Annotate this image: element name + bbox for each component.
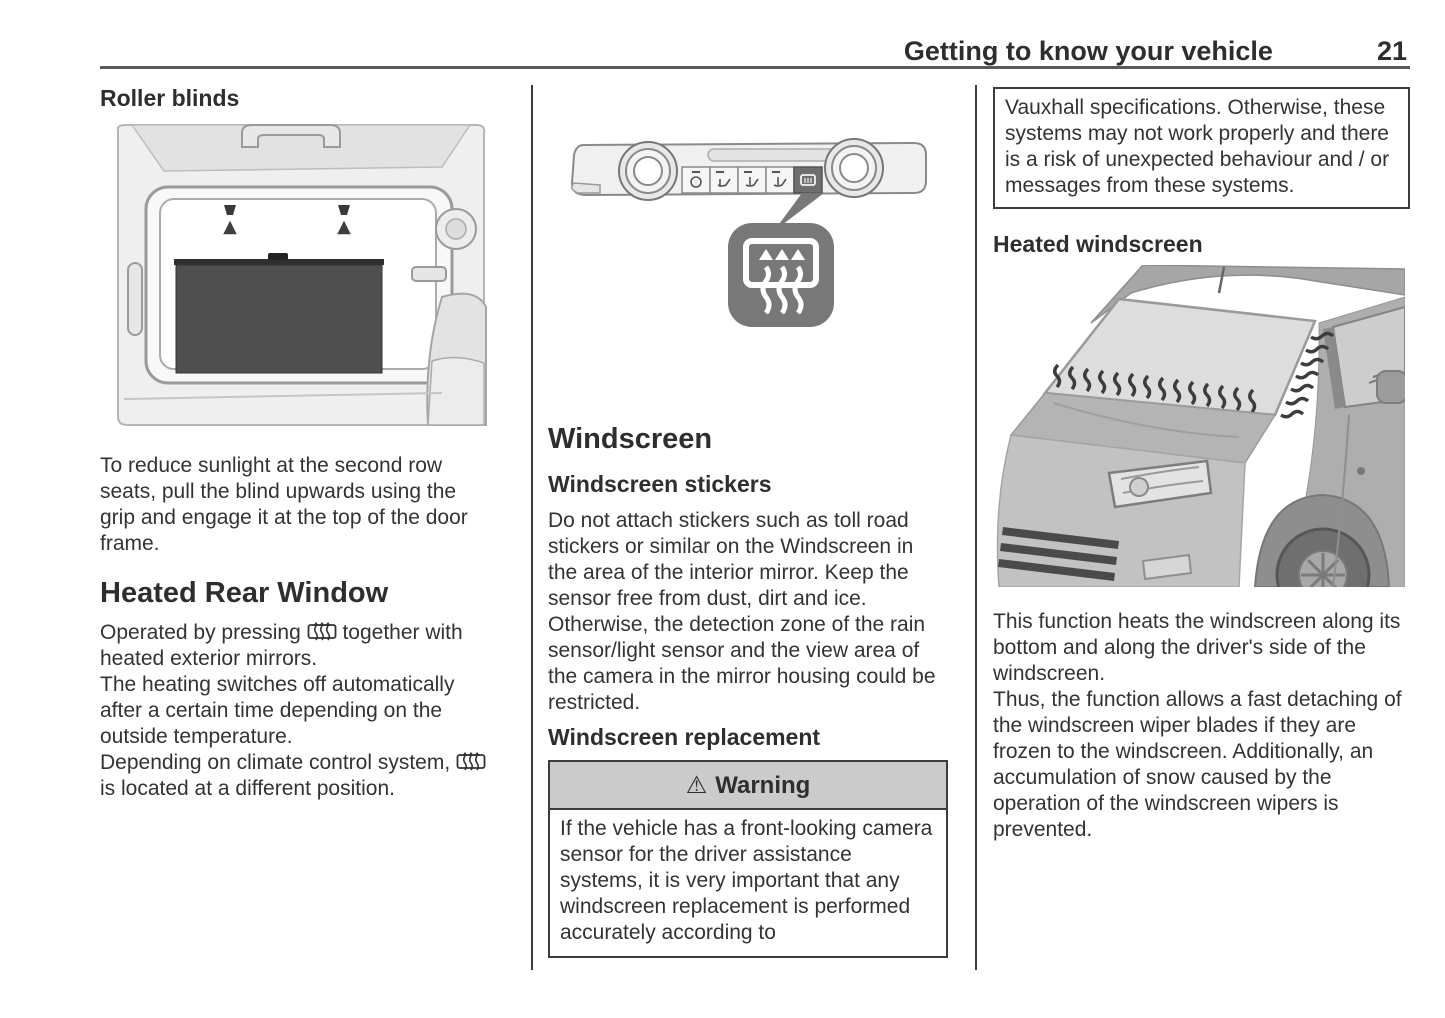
column-heated-windscreen bbox=[977, 85, 1410, 970]
header-title: Getting to know your vehicle bbox=[903, 36, 1273, 66]
warning-title: ⚠ Warning bbox=[550, 762, 946, 810]
windscreen-stickers-heading: Windscreen stickers bbox=[548, 471, 772, 498]
warning-icon: ⚠ bbox=[685, 771, 708, 800]
windscreen-replacement-heading: Windscreen replacement bbox=[548, 723, 821, 750]
heated-windscreen-van-illustration bbox=[993, 265, 1405, 587]
roller-blinds-text: To reduce sunlight at the second row seats, pull the blind upwards using the grip and engage it at the top of the door frame. bbox=[100, 454, 468, 556]
continuation-box bbox=[993, 87, 1410, 209]
climate-console-illustration bbox=[570, 131, 930, 333]
windscreen-heading: Windscreen bbox=[548, 423, 713, 455]
warning-text: If the vehicle has a front-looking camera sensor for the driver assistance systems, it is very important that any windscreen replacement is performed accurately according to bbox=[560, 817, 933, 945]
heated-rear-window-heading: Heated Rear Window bbox=[100, 577, 389, 610]
roller-blinds-heading: Roller blinds bbox=[100, 85, 240, 111]
header-rule bbox=[100, 66, 1410, 69]
hrw-sentence-1: Operated by pressing together with heated exterior mirrors. bbox=[100, 620, 463, 670]
hrw-sentence-3: Depending on climate control system, is located at a different position. bbox=[100, 750, 493, 802]
column-roller-blinds bbox=[100, 85, 531, 970]
hw-paragraph-1: This function heats the windscreen along its bottom and along the driver's side of the windscreen. bbox=[993, 610, 1401, 686]
heated-rear-window-text bbox=[100, 620, 493, 802]
warning-box bbox=[548, 760, 948, 958]
page-number: 21 bbox=[1376, 36, 1407, 66]
heated-rear-window-icon bbox=[456, 751, 486, 772]
heated-windscreen-text bbox=[993, 609, 1410, 843]
hrw-sentence-2: The heating switches off automatically after a certain time depending on the outside temperature. bbox=[100, 672, 455, 748]
heated-windscreen-heading: Heated windscreen bbox=[993, 231, 1203, 257]
windscreen-stickers-text: Do not attach stickers such as toll road stickers or similar on the Windscreen in the area of the interior mirror. Keep the sensor free from dust, dirt and ice. Otherwise, the detection zone of the rain sensor/light sensor and the view area of the camera in the mirror housing could be restricted. bbox=[548, 508, 936, 714]
continuation-text: Vauxhall specifications. Otherwise, these systems may not work properly and there is a risk of unexpected behaviour and / or messages from these systems. bbox=[1005, 96, 1390, 197]
roller-blind-illustration bbox=[112, 121, 490, 429]
hw-paragraph-2: Thus, the function allows a fast detaching of the windscreen wiper blades if they are frozen to the windscreen. Additionally, an accumulation of snow caused by the operation of the windscreen wipers is prevented. bbox=[993, 688, 1402, 842]
climate-buttons bbox=[682, 167, 822, 193]
content-columns bbox=[100, 85, 1410, 970]
column-windscreen bbox=[533, 85, 975, 970]
page-header bbox=[100, 36, 1407, 67]
heated-rear-window-icon bbox=[307, 621, 337, 642]
